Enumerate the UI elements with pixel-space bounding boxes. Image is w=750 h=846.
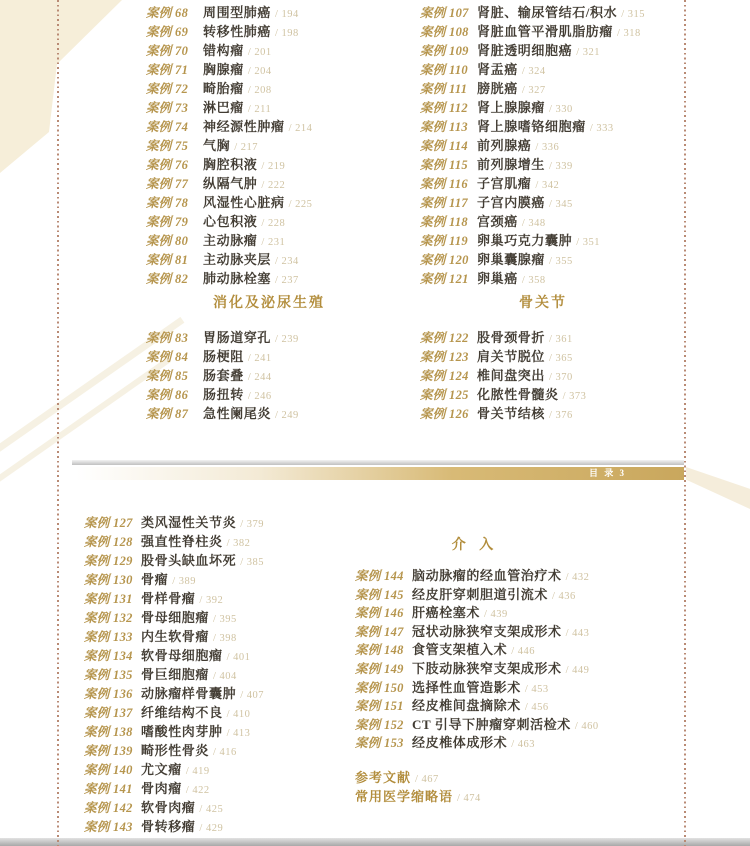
page-number: / 425	[199, 804, 224, 815]
case-title: 肠扭转	[203, 387, 244, 402]
case-title: 肠梗阻	[203, 349, 244, 364]
toc-footer-band	[76, 467, 684, 480]
toc-entry	[84, 703, 264, 722]
toc-entry	[146, 174, 312, 193]
case-label: 案例 127	[84, 516, 133, 530]
case-title: 肺动脉栓塞	[203, 271, 272, 286]
page-number: / 355	[549, 256, 573, 267]
toc-entry	[420, 60, 645, 79]
case-label: 案例 149	[355, 661, 404, 676]
case-label: 案例 77	[146, 177, 189, 191]
page-number: / 321	[576, 47, 600, 58]
page-number: / 318	[617, 28, 641, 39]
case-label: 案例 147	[355, 624, 404, 639]
case-title: 骨母细胞瘤	[141, 610, 210, 625]
case-label: 案例 145	[355, 587, 404, 602]
case-title: 嗜酸性肉芽肿	[141, 724, 223, 739]
toc-entry	[84, 760, 264, 779]
toc-entry	[84, 779, 264, 798]
page-number: / 376	[549, 410, 573, 421]
toc-entry	[146, 212, 312, 231]
case-title: 动脉瘤样骨囊肿	[141, 686, 237, 701]
toc-entry	[84, 627, 264, 646]
case-label: 案例 117	[420, 196, 468, 210]
page-number: / 231	[261, 237, 286, 248]
case-title: 股骨颈骨折	[477, 330, 546, 345]
case-title: 气胸	[203, 138, 231, 153]
page-number: / 333	[589, 123, 614, 134]
case-title: 胸腔积液	[203, 157, 258, 172]
toc-entry	[420, 231, 645, 250]
page-number: / 336	[535, 142, 560, 153]
section-heading-bone-joint: 骨关节	[519, 296, 567, 311]
toc-entry	[420, 347, 586, 366]
case-title: 肾盂癌	[477, 62, 518, 77]
case-label: 案例 146	[355, 606, 404, 621]
toc-entry	[146, 385, 299, 404]
toc-entry	[355, 768, 481, 787]
case-title: 肾脏透明细胞癌	[477, 43, 573, 58]
case-title: 纵隔气肿	[203, 176, 258, 191]
page-number: / 339	[549, 161, 573, 172]
case-label: 案例 80	[146, 234, 189, 248]
toc-entry	[146, 231, 312, 250]
case-label: 案例 121	[420, 272, 469, 286]
toc-entry	[84, 665, 264, 684]
case-label: 案例 70	[146, 44, 189, 58]
case-label: 案例 125	[420, 388, 469, 402]
toc-entry	[84, 551, 264, 570]
case-label: 案例 83	[146, 331, 189, 345]
toc-section-bone-cases	[84, 513, 264, 836]
toc-entry	[146, 404, 299, 423]
case-title: 骨巨细胞瘤	[141, 667, 210, 682]
page-number: / 416	[213, 747, 237, 758]
case-label: 案例 75	[146, 139, 189, 153]
case-title: 胃肠道穿孔	[203, 330, 272, 345]
case-label: 案例 78	[146, 196, 189, 210]
case-title: 主动脉瘤	[203, 233, 258, 248]
section-heading-intervention: 介 入	[451, 538, 499, 553]
case-label: 案例 141	[84, 782, 133, 796]
case-title: 类风湿性关节炎	[141, 515, 237, 530]
toc-entry	[84, 741, 264, 760]
page-number: / 382	[226, 538, 251, 549]
case-title: 心包积液	[203, 214, 258, 229]
toc-entry	[146, 98, 312, 117]
toc-section-urogenital	[420, 3, 645, 288]
case-label: 案例 124	[420, 369, 469, 383]
case-title: 畸形性骨炎	[141, 743, 210, 758]
page-number: / 379	[240, 519, 264, 530]
toc-entry	[84, 684, 264, 703]
toc-entry	[146, 328, 299, 347]
page-bottom-edge	[0, 838, 750, 846]
case-label: 案例 143	[84, 820, 133, 834]
case-label: 案例 136	[84, 687, 133, 701]
page-number: / 410	[226, 709, 251, 720]
toc-entry	[355, 567, 599, 586]
toc-entry	[355, 604, 599, 623]
case-title: 选择性血管造影术	[412, 679, 521, 695]
page-number: / 404	[213, 671, 237, 682]
case-label: 案例 74	[146, 120, 189, 134]
page-number: / 398	[213, 633, 237, 644]
toc-entry	[420, 212, 645, 231]
case-title: 骨肉瘤	[141, 781, 182, 796]
case-label: 案例 133	[84, 630, 133, 644]
case-label: 案例 118	[420, 215, 468, 229]
page-number: / 361	[549, 334, 573, 345]
case-title: 周围型肺癌	[203, 5, 272, 20]
case-label: 案例 84	[146, 350, 189, 364]
page-number: / 395	[213, 614, 237, 625]
case-label: 案例 112	[420, 101, 468, 115]
page-number: / 419	[185, 766, 210, 777]
toc-entry	[420, 174, 645, 193]
toc-entry	[84, 570, 264, 589]
case-label: 案例 150	[355, 680, 404, 695]
case-title: 肾脏、输尿管结石/积水	[477, 5, 618, 20]
toc-entry	[84, 646, 264, 665]
page-number: / 460	[574, 720, 599, 732]
toc-entry	[146, 269, 312, 288]
toc-entry	[420, 22, 645, 41]
case-label: 案例 128	[84, 535, 133, 549]
case-title: 股骨头缺血坏死	[141, 553, 237, 568]
page-number: / 204	[247, 66, 272, 77]
case-title: 肝癌栓塞术	[412, 605, 481, 621]
case-label: 案例 76	[146, 158, 189, 172]
toc-entry	[420, 155, 645, 174]
page-number: / 449	[565, 664, 590, 676]
page-number: / 208	[247, 85, 272, 96]
toc-entry	[355, 641, 599, 660]
toc-entry	[146, 250, 312, 269]
toc-entry	[84, 608, 264, 627]
case-label: 案例 151	[355, 699, 404, 714]
toc-entry	[84, 722, 264, 741]
toc-entry	[84, 513, 264, 532]
toc-entry	[146, 155, 312, 174]
toc-entry	[420, 41, 645, 60]
case-title: 主动脉夹层	[203, 252, 272, 267]
case-label: 案例 134	[84, 649, 133, 663]
toc-entry	[146, 60, 312, 79]
case-label: 案例 85	[146, 369, 189, 383]
toc-entry	[355, 586, 599, 605]
case-title: 椎间盘突出	[477, 368, 546, 383]
toc-entry	[420, 404, 586, 423]
case-title: 软骨肉瘤	[141, 800, 196, 815]
toc-entry	[355, 679, 599, 698]
case-title: 卵巢癌	[477, 271, 518, 286]
case-title: 前列腺增生	[477, 157, 546, 172]
case-title: 经皮椎间盘摘除术	[412, 698, 521, 714]
toc-entry	[84, 532, 264, 551]
case-title: 脑动脉瘤的经血管治疗术	[412, 568, 562, 583]
page-number: / 222	[261, 180, 286, 191]
case-label: 案例 120	[420, 253, 469, 267]
dotted-border-right	[684, 0, 686, 846]
case-title: 畸胎瘤	[203, 81, 244, 96]
toc-entry	[355, 716, 599, 735]
case-title: 化脓性骨髓炎	[477, 387, 559, 402]
page-number: / 429	[199, 823, 224, 834]
case-title: 错构瘤	[203, 43, 244, 58]
case-title: 冠状动脉狭窄支架成形术	[412, 623, 562, 639]
case-title: 软骨母细胞瘤	[141, 648, 223, 663]
toc-entry	[146, 193, 312, 212]
page-number: / 453	[524, 683, 549, 695]
case-label: 案例 82	[146, 272, 189, 286]
case-label: 案例 73	[146, 101, 189, 115]
case-title: 骨瘤	[141, 572, 169, 587]
page-number: / 443	[565, 627, 590, 639]
page-number: / 246	[247, 391, 272, 402]
page-number: / 219	[261, 161, 286, 172]
case-title: 膀胱癌	[477, 81, 518, 96]
page-number: / 249	[275, 410, 299, 421]
case-label: 案例 122	[420, 331, 469, 345]
page-number: / 358	[521, 275, 546, 286]
case-title: 肾上腺嗜铬细胞瘤	[477, 119, 586, 134]
toc-entry	[355, 623, 599, 642]
page-number: / 385	[240, 557, 264, 568]
toc-entry	[84, 589, 264, 608]
toc-entry	[146, 22, 312, 41]
case-label: 案例 69	[146, 25, 189, 39]
case-title: 风湿性心脏病	[203, 195, 285, 210]
case-label: 案例 139	[84, 744, 133, 758]
case-title: 内生软骨瘤	[141, 629, 210, 644]
case-title: 尤文瘤	[141, 762, 182, 777]
case-title: 纤维结构不良	[141, 705, 223, 720]
toc-entry	[146, 366, 299, 385]
case-label: 案例 123	[420, 350, 469, 364]
page-number: / 194	[275, 9, 299, 20]
toc-entry	[420, 328, 586, 347]
case-title: 卵巢巧克力囊肿	[477, 233, 573, 248]
case-title: 食管支架植入术	[412, 642, 508, 658]
page-number: / 446	[511, 646, 535, 658]
toc-entry	[355, 787, 481, 806]
case-label: 案例 119	[420, 234, 468, 248]
toc-section-bone-joint	[420, 328, 586, 423]
toc-entry	[146, 41, 312, 60]
corner-ribbon-ornament	[686, 467, 750, 509]
case-label: 案例 72	[146, 82, 189, 96]
case-label: 案例 140	[84, 763, 133, 777]
page-number: / 228	[261, 218, 286, 229]
toc-section-appendix	[355, 768, 481, 806]
page-number: / 225	[288, 199, 313, 210]
case-title: 卵巢囊腺瘤	[477, 252, 546, 267]
toc-entry	[420, 136, 645, 155]
case-title: 转移性肺癌	[203, 24, 272, 39]
case-title: 急性阑尾炎	[203, 406, 272, 421]
case-title: 肠套叠	[203, 368, 244, 383]
page-number: / 234	[275, 256, 299, 267]
case-title: 骨关节结核	[477, 406, 546, 421]
toc-entry	[84, 798, 264, 817]
case-label: 案例 113	[420, 120, 468, 134]
case-label: 案例 138	[84, 725, 133, 739]
page-number: / 330	[549, 104, 573, 115]
toc-entry	[146, 347, 299, 366]
page-number: / 345	[549, 199, 573, 210]
page-number: / 401	[226, 652, 251, 663]
case-title: 强直性脊柱炎	[141, 534, 223, 549]
case-label: 案例 110	[420, 63, 468, 77]
page-number: / 413	[226, 728, 251, 739]
case-label: 案例 68	[146, 6, 189, 20]
page-number: / 456	[524, 702, 549, 714]
page-number: / 201	[247, 47, 272, 58]
page-number: / 422	[185, 785, 210, 796]
case-title: 肾脏血管平滑肌脂肪瘤	[477, 24, 614, 39]
toc-section-digestive	[146, 328, 299, 423]
toc-section-intervention	[355, 567, 599, 753]
page-number: / 342	[535, 180, 560, 191]
page-number: / 373	[562, 391, 587, 402]
case-label: 案例 126	[420, 407, 469, 421]
toc-entry	[84, 817, 264, 836]
case-label: 案例 79	[146, 215, 189, 229]
page-number: / 241	[247, 353, 272, 364]
case-label: 案例 137	[84, 706, 133, 720]
page-number: / 237	[275, 275, 299, 286]
toc-entry	[420, 3, 645, 22]
case-title: 前列腺癌	[477, 138, 532, 153]
corner-ornament	[0, 0, 130, 180]
page-number: / 198	[275, 28, 299, 39]
case-label: 案例 108	[420, 25, 469, 39]
page-number: / 467	[415, 774, 439, 785]
case-label: 案例 107	[420, 6, 469, 20]
case-label: 案例 111	[420, 82, 468, 96]
case-label: 案例 153	[355, 736, 404, 751]
toc-entry	[420, 269, 645, 288]
case-title: 下肢动脉狭窄支架成形术	[412, 660, 562, 676]
page-number: / 474	[457, 793, 481, 804]
case-label: 案例 109	[420, 44, 469, 58]
case-label: 案例 71	[146, 63, 189, 77]
case-title: 胸腺瘤	[203, 62, 244, 77]
case-title: 宫颈癌	[477, 214, 518, 229]
toc-entry	[420, 366, 586, 385]
page-number: / 351	[576, 237, 600, 248]
toc-entry	[146, 136, 312, 155]
toc-entry	[420, 385, 586, 404]
toc-entry	[420, 193, 645, 212]
toc-entry	[146, 117, 312, 136]
page-number: / 324	[521, 66, 546, 77]
case-title: CT 引导下肿瘤穿刺活检术	[412, 716, 571, 732]
page-number: / 463	[511, 739, 535, 751]
toc-entry	[420, 250, 645, 269]
page-number: / 211	[247, 104, 272, 115]
case-label: 案例 87	[146, 407, 189, 421]
case-title: 参考文献	[355, 770, 412, 785]
case-label: 案例 144	[355, 569, 404, 583]
page-edge-shadow	[72, 460, 684, 465]
page-number: / 407	[240, 690, 264, 701]
case-title: 子宫内膜癌	[477, 195, 546, 210]
case-label: 案例 148	[355, 643, 404, 658]
case-label: 案例 142	[84, 801, 133, 815]
toc-entry	[420, 98, 645, 117]
case-title: 神经源性肿瘤	[203, 119, 285, 134]
toc-entry	[420, 117, 645, 136]
page-number: / 315	[621, 9, 646, 20]
toc-entry	[146, 3, 312, 22]
case-label: 案例 132	[84, 611, 133, 625]
page-number: / 365	[549, 353, 573, 364]
page-number: / 239	[275, 334, 299, 345]
case-label: 案例 129	[84, 554, 133, 568]
page-number: / 214	[288, 123, 313, 134]
page-number: / 370	[549, 372, 573, 383]
page-number: / 439	[484, 609, 508, 621]
toc-entry	[355, 660, 599, 679]
toc-section-chest	[146, 3, 312, 288]
case-label: 案例 130	[84, 573, 133, 587]
toc-entry	[146, 79, 312, 98]
case-title: 经皮肝穿刺胆道引流术	[412, 586, 549, 602]
toc-entry	[355, 697, 599, 716]
toc-entry	[355, 734, 599, 753]
page-number: / 244	[247, 372, 272, 383]
case-title: 肾上腺腺瘤	[477, 100, 546, 115]
toc-footer-page-label: 目 录 3	[588, 468, 626, 478]
case-label: 案例 131	[84, 592, 133, 606]
case-title: 淋巴瘤	[203, 100, 244, 115]
case-label: 案例 81	[146, 253, 189, 267]
case-title: 常用医学缩略语	[355, 789, 454, 804]
case-label: 案例 116	[420, 177, 468, 191]
toc-entry	[420, 79, 645, 98]
page-number: / 436	[552, 590, 576, 602]
case-label: 案例 115	[420, 158, 468, 172]
page-number: / 432	[565, 572, 590, 583]
page-number: / 327	[521, 85, 546, 96]
case-label: 案例 152	[355, 717, 404, 732]
case-title: 经皮椎体成形术	[412, 735, 508, 751]
case-title: 骨样骨瘤	[141, 591, 196, 606]
case-label: 案例 114	[420, 139, 468, 153]
case-title: 骨转移瘤	[141, 819, 196, 834]
page-number: / 389	[172, 576, 196, 587]
dotted-border-left	[57, 0, 59, 846]
case-title: 子宫肌瘤	[477, 176, 532, 191]
page-number: / 348	[521, 218, 546, 229]
case-label: 案例 86	[146, 388, 189, 402]
case-title: 肩关节脱位	[477, 349, 546, 364]
case-label: 案例 135	[84, 668, 133, 682]
section-heading-digestive-urogenital: 消化及泌尿生殖	[213, 296, 325, 311]
page-number: / 392	[199, 595, 224, 606]
page-number: / 217	[234, 142, 258, 153]
